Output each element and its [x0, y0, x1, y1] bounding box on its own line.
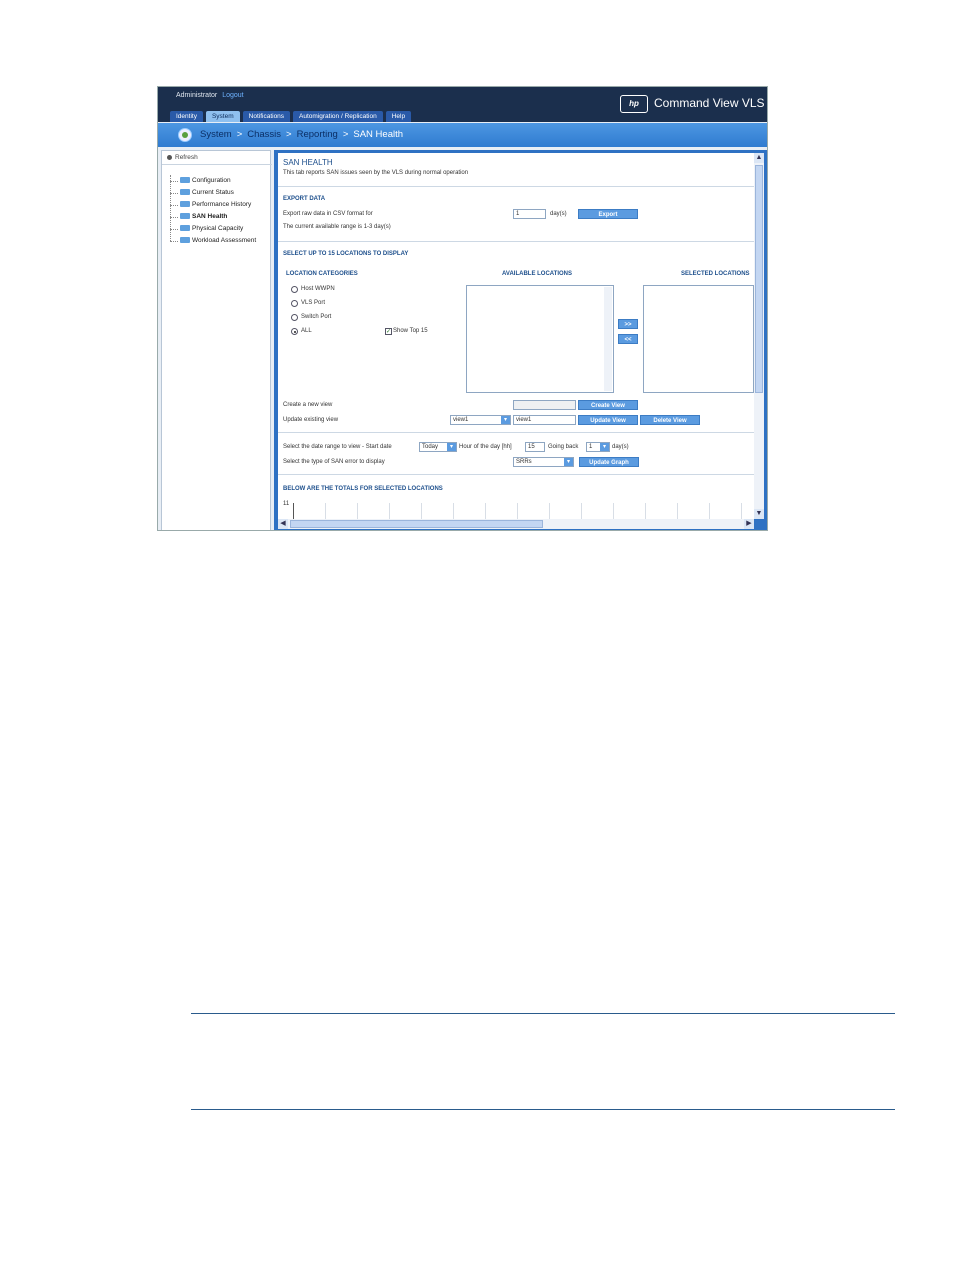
chart-gridline [421, 503, 422, 519]
export-button[interactable]: Export [578, 209, 638, 219]
breadcrumb-separator: > [342, 129, 349, 140]
radio-all[interactable] [291, 328, 298, 335]
scroll-up-icon[interactable]: ▲ [755, 154, 763, 161]
product-title: Command View VLS [654, 96, 765, 110]
content-horizontal-scrollbar[interactable] [278, 519, 754, 529]
tab-help[interactable]: Help [386, 111, 411, 122]
divider [278, 186, 754, 187]
breadcrumb [158, 123, 768, 147]
chart-gridline [389, 503, 390, 519]
create-view-input[interactable] [513, 400, 576, 410]
available-locations-heading: AVAILABLE LOCATIONS [502, 271, 572, 277]
sidebar-item-performance-history[interactable] [170, 199, 256, 211]
view-select[interactable] [450, 415, 511, 425]
chart-gridline [645, 503, 646, 519]
folder-icon [180, 213, 190, 219]
update-view-label: Update existing view [283, 417, 339, 423]
folder-icon [180, 201, 190, 207]
note-rule-bottom [191, 1109, 895, 1110]
error-type-select[interactable] [513, 457, 574, 467]
chart-gridline [741, 503, 742, 519]
chart-gridline [357, 503, 358, 519]
scroll-thumb[interactable] [755, 165, 763, 393]
export-days-unit: day(s) [550, 211, 567, 217]
note-rule-top [191, 1013, 895, 1014]
sidebar-item-label: Current Status [192, 189, 234, 196]
start-date-value: Today [422, 444, 439, 450]
chart-gridline [709, 503, 710, 519]
chart-gridline [517, 503, 518, 519]
refresh-label: Refresh [175, 154, 198, 161]
chart-gridline [581, 503, 582, 519]
export-days-input[interactable]: 1 [513, 209, 546, 219]
going-back-value: 1 [589, 444, 593, 450]
available-locations-list[interactable] [466, 285, 614, 393]
view-select-value: view1 [453, 417, 469, 423]
page-description: This tab reports SAN issues seen by the VLS during normal operation [283, 170, 469, 176]
sidebar-item-workload-assessment[interactable] [170, 235, 256, 247]
sidebar-item-physical-capacity[interactable] [170, 223, 256, 235]
divider [278, 241, 754, 242]
tab-automigration-replication[interactable]: Automigration / Replication [293, 111, 383, 122]
chevron-down-icon: ▾ [501, 416, 510, 424]
chart-gridline [613, 503, 614, 519]
sidebar-item-san-health[interactable] [170, 211, 256, 223]
sidebar-item-current-status[interactable] [170, 187, 256, 199]
user-info [176, 92, 244, 99]
range-note: The current available range is 1-3 day(s) [283, 224, 391, 230]
chevron-down-icon: ▾ [447, 443, 456, 451]
selected-locations-heading: SELECTED LOCATIONS [681, 271, 750, 277]
radio-label-host-wwpn: Host WWPN [301, 286, 335, 292]
view-name-input[interactable]: view1 [513, 415, 576, 425]
breadcrumb-reporting[interactable]: Reporting [296, 129, 338, 140]
divider [278, 432, 754, 433]
scroll-left-icon[interactable]: ◀ [278, 519, 288, 529]
content-body [278, 153, 754, 519]
app-window [157, 86, 768, 531]
location-categories-heading: LOCATION CATEGORIES [286, 271, 358, 277]
content-vertical-scrollbar[interactable] [754, 153, 764, 519]
scroll-right-icon[interactable]: ▶ [744, 519, 754, 529]
update-graph-button[interactable]: Update Graph [579, 457, 639, 467]
error-type-label: Select the type of SAN error to display [283, 459, 385, 465]
breadcrumb-system[interactable]: System [200, 129, 232, 140]
sidebar-item-label: Configuration [192, 177, 231, 184]
status-icon [178, 128, 192, 142]
error-type-value: SRRs [516, 459, 532, 465]
radio-label-all: ALL [301, 328, 312, 334]
chart-gridline [453, 503, 454, 519]
create-view-label: Create a new view [283, 402, 333, 408]
export-heading: EXPORT DATA [283, 196, 326, 202]
chevron-down-icon: ▾ [564, 458, 573, 466]
user-name: Administrator [176, 92, 218, 99]
main-tabs [170, 111, 411, 122]
page-title: SAN HEALTH [283, 158, 333, 167]
refresh-icon [167, 155, 172, 160]
sidebar-item-label: SAN Health [192, 213, 228, 220]
radio-host-wwpn[interactable] [291, 286, 298, 293]
chart-gridline [677, 503, 678, 519]
nav-tree [170, 175, 256, 247]
totals-chart [288, 503, 748, 519]
selected-locations-list[interactable] [643, 285, 754, 393]
app-header [158, 87, 768, 122]
breadcrumb-san-health: SAN Health [353, 129, 404, 140]
folder-icon [180, 225, 190, 231]
sidebar [161, 150, 271, 531]
sidebar-item-label: Workload Assessment [192, 237, 257, 244]
folder-icon [180, 237, 190, 243]
sidebar-item-configuration[interactable] [170, 175, 256, 187]
content-panel [274, 150, 767, 531]
radio-switch-port[interactable] [291, 314, 298, 321]
chart-gridline [549, 503, 550, 519]
sidebar-item-label: Physical Capacity [192, 225, 244, 232]
totals-heading: BELOW ARE THE TOTALS FOR SELECTED LOCATIONS [283, 486, 443, 492]
radio-label-switch-port: Switch Port [301, 314, 332, 320]
scroll-thumb[interactable] [290, 520, 543, 528]
going-back-label: Going back [548, 444, 579, 450]
breadcrumb-chassis[interactable]: Chassis [247, 129, 282, 140]
chart-gridline [325, 503, 326, 519]
radio-label-vls-port: VLS Port [301, 300, 326, 306]
scroll-down-icon[interactable]: ▼ [755, 510, 763, 517]
start-date-select[interactable] [419, 442, 457, 452]
going-back-unit: day(s) [612, 444, 629, 450]
date-range-label: Select the date range to view - Start date [283, 444, 392, 450]
delete-view-button[interactable]: Delete View [640, 415, 700, 425]
going-back-select[interactable] [586, 442, 610, 452]
tab-notifications[interactable]: Notifications [243, 111, 290, 122]
sidebar-item-label: Performance History [192, 201, 252, 208]
chevron-down-icon: ▾ [600, 443, 609, 451]
folder-icon [180, 177, 190, 183]
hour-input[interactable]: 15 [525, 442, 545, 452]
hp-logo: hp [620, 95, 648, 113]
update-view-button[interactable]: Update View [578, 415, 638, 425]
show-top-checkbox[interactable]: ✓ [386, 329, 392, 335]
folder-icon [180, 189, 190, 195]
hour-label: Hour of the day [hh] [459, 444, 512, 450]
export-label: Export raw data in CSV format for [283, 211, 373, 217]
show-top-label: Show Top 15 [393, 328, 428, 334]
tab-identity[interactable]: Identity [170, 111, 203, 122]
tab-system[interactable]: System [206, 111, 240, 122]
remove-location-button[interactable]: << [618, 334, 638, 344]
chart-y-top-label: 11 [283, 501, 290, 507]
create-view-button[interactable]: Create View [578, 400, 638, 410]
refresh-button[interactable] [167, 154, 198, 161]
radio-vls-port[interactable] [291, 300, 298, 307]
locations-heading: SELECT UP TO 15 LOCATIONS TO DISPLAY [283, 251, 409, 257]
add-location-button[interactable]: >> [618, 319, 638, 329]
chart-gridline [485, 503, 486, 519]
breadcrumb-separator: > [286, 129, 292, 140]
chart-y-axis [293, 503, 294, 519]
logout-link[interactable]: Logout [222, 92, 244, 99]
breadcrumb-separator: > [236, 129, 243, 140]
list-scrollbar[interactable] [604, 287, 612, 391]
divider [278, 474, 754, 475]
sidebar-divider [162, 164, 272, 165]
